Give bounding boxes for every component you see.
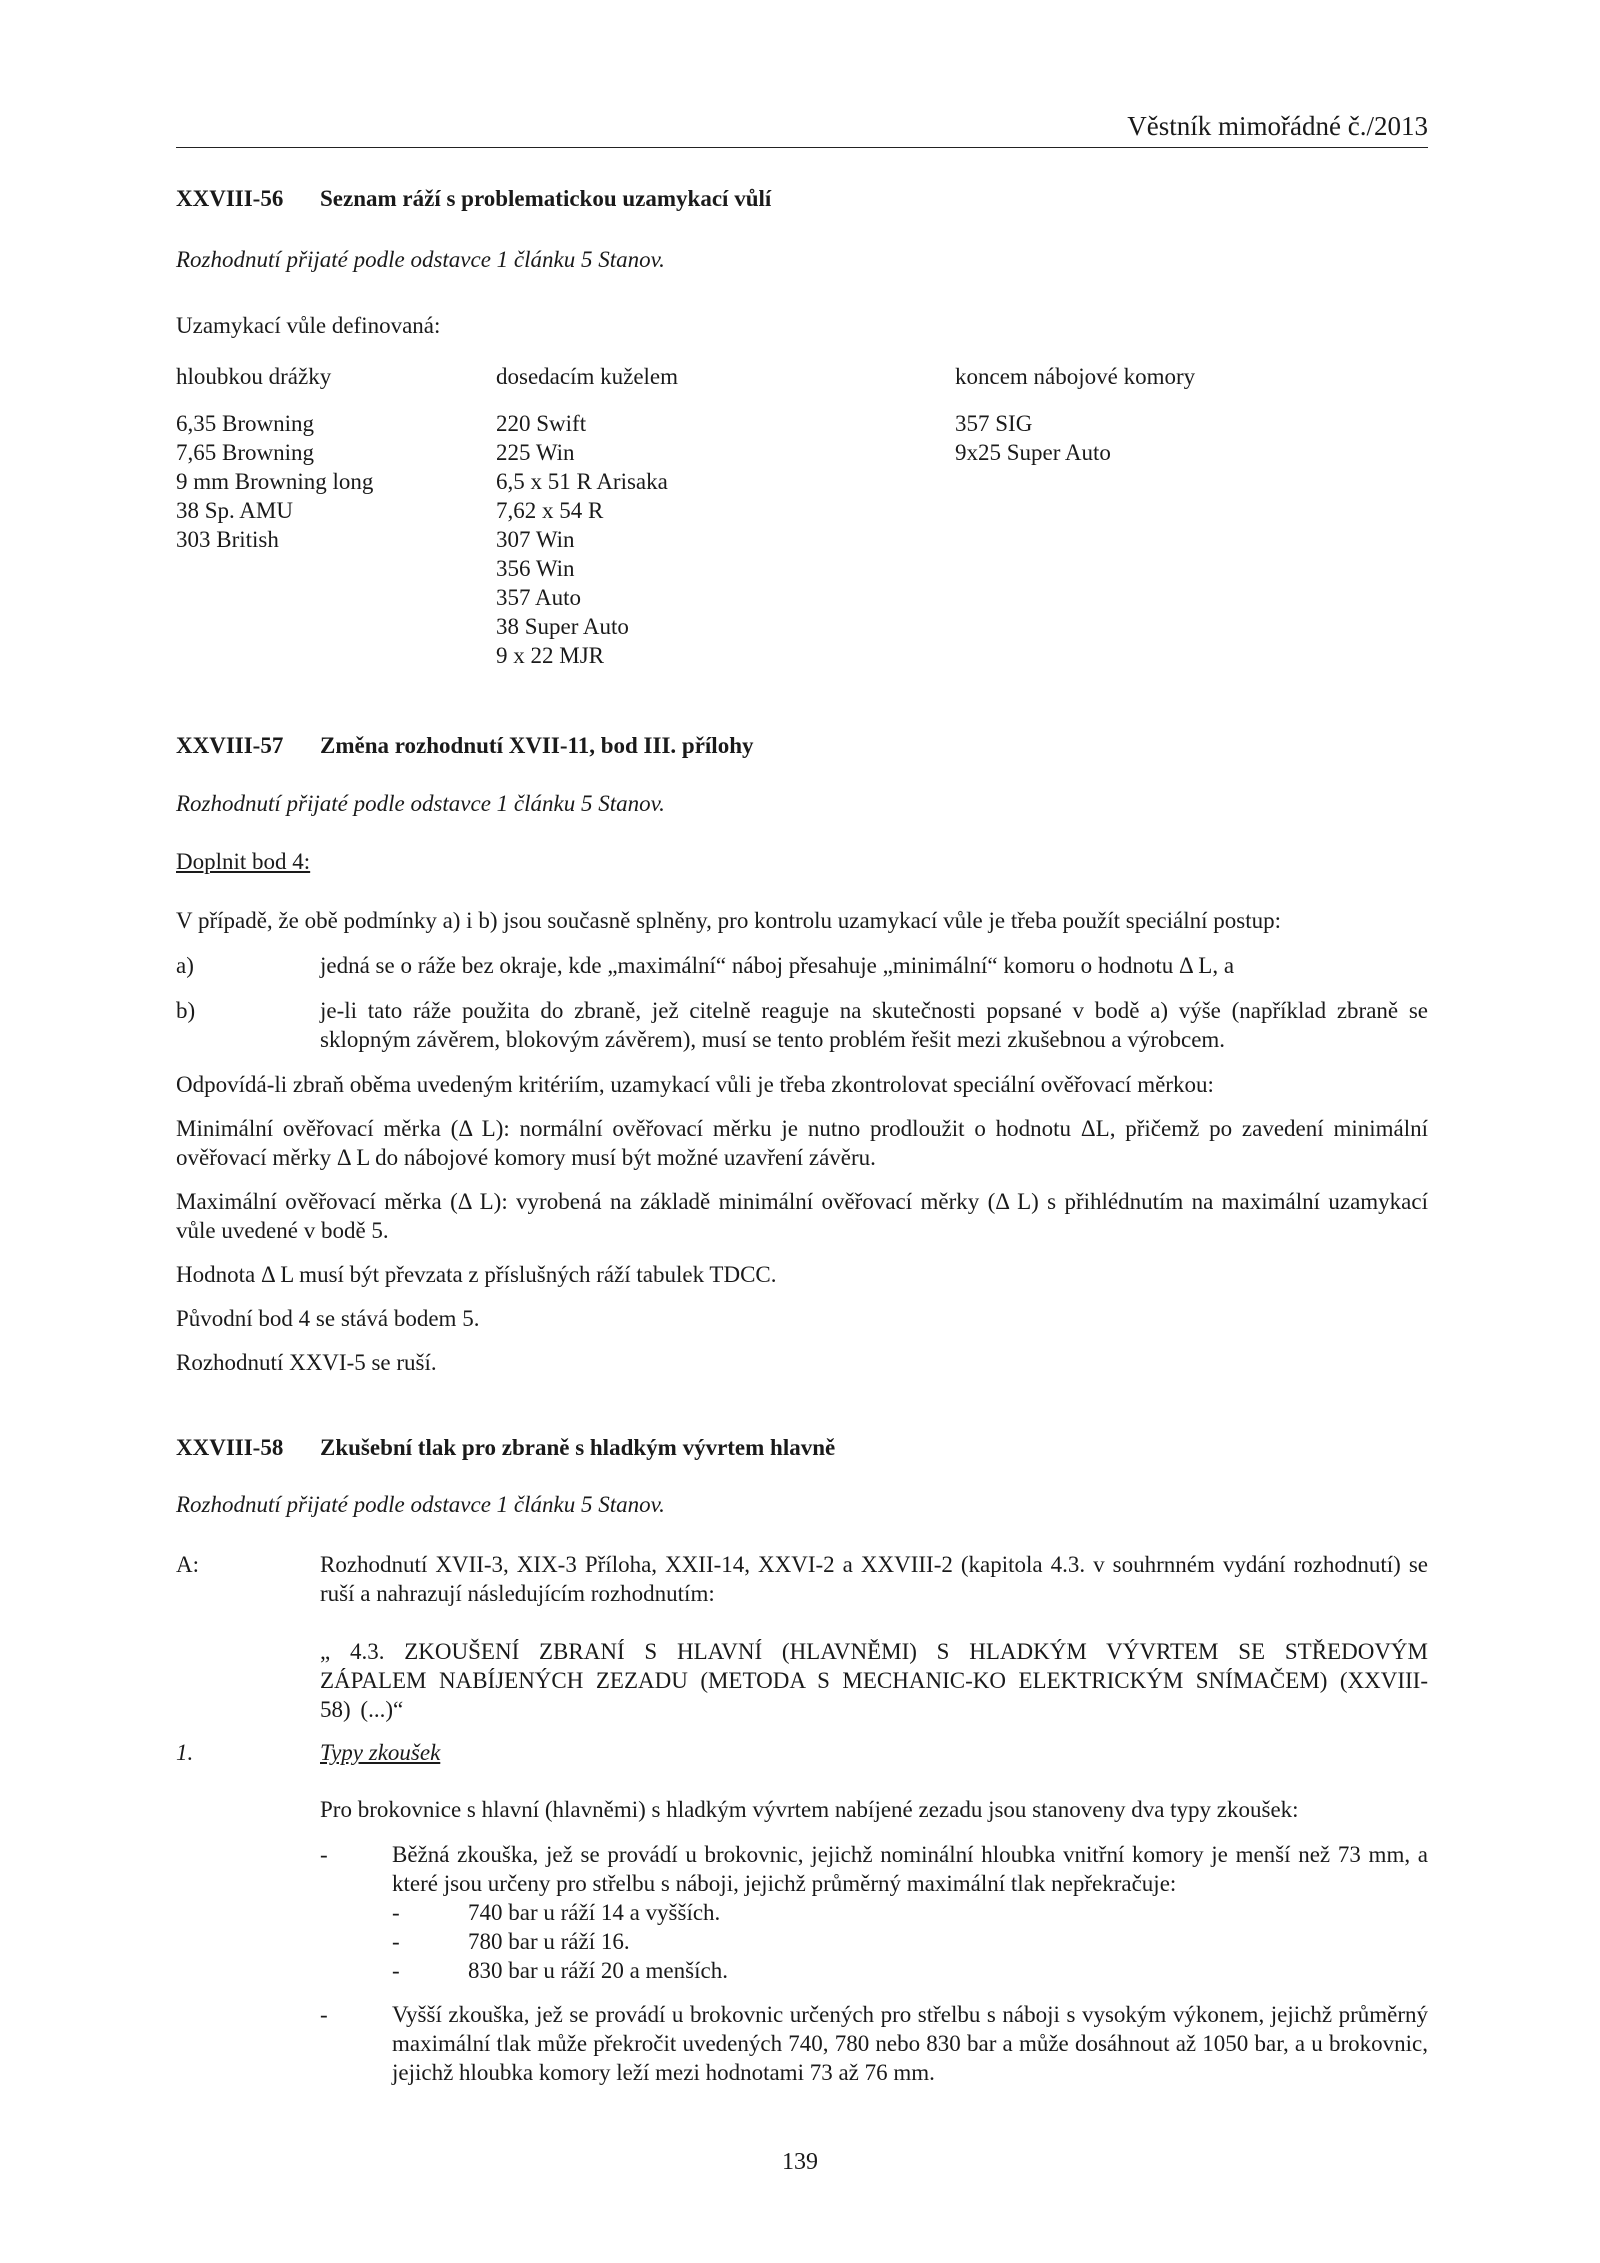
sub-bullet-text: 780 bar u ráží 16. (468, 1929, 630, 1954)
column-heading-chamber-end: koncem nábojové komory (955, 364, 1196, 389)
decision-basis: Rozhodnutí přijaté podle odstavce 1 článku 5 Stanov. (176, 1492, 665, 1517)
intro-text: Uzamykací vůle definovaná: (176, 313, 441, 338)
caliber-item: 9x25 Super Auto (955, 440, 1111, 465)
decision-basis: Rozhodnutí přijaté podle odstavce 1 článku 5 Stanov. (176, 247, 665, 272)
paragraph: V případě, že obě podmínky a) i b) jsou současně splněny, pro kontrolu uzamykací vůle je třeba použít speciální postup: (176, 908, 1281, 933)
column-heading-groove-depth: hloubkou drážky (176, 364, 332, 389)
section-title: Zkušební tlak pro zbraně s hladkým vývrtem hlavně (320, 1435, 836, 1460)
bullet-dash: - (392, 1929, 400, 1954)
paragraph: Rozhodnutí XXVI-5 se ruší. (176, 1350, 437, 1375)
sub-bullet-text: 740 bar u ráží 14 a vyšších. (468, 1900, 721, 1925)
section-title: Změna rozhodnutí XVII-11, bod III. přílohy (320, 733, 754, 758)
caliber-item: 6,5 x 51 R Arisaka (496, 469, 668, 494)
section-number: XXVIII-57 (176, 733, 284, 758)
caliber-item: 7,62 x 54 R (496, 498, 604, 523)
caliber-item: 38 Sp. AMU (176, 498, 293, 523)
subsection-title: Typy zkoušek (320, 1740, 441, 1765)
caliber-item: 307 Win (496, 527, 575, 552)
caliber-item: 303 British (176, 527, 279, 552)
bullet-dash: - (320, 2002, 328, 2027)
caliber-item: 9 x 22 MJR (496, 643, 604, 668)
bullet-text: Běžná zkouška, jež se provádí u brokovnic, jejichž nominální hloubka vnitřní komory je menší než 73 mm, a které jsou určeny pro střelbu s náboji, jejichž průměrný maximální tlak nepřekračuje: (392, 1842, 1428, 1896)
paragraph: Původní bod 4 se stává bodem 5. (176, 1306, 480, 1331)
caliber-item: 357 Auto (496, 585, 581, 610)
paragraph: Minimální ověřovací měrka (Δ L): normální ověřovací měrku je nutno prodloužit o hodnotu ΔL, přičemž po zavedení minimální ověřovací měrky Δ L do nábojové komory musí být možné uzavření závěru. (176, 1116, 1428, 1170)
column-heading-seating-cone: dosedacím kuželem (496, 364, 679, 389)
caliber-list-chamber-end (955, 409, 1111, 467)
bullet-dash: - (320, 1842, 328, 1867)
item-label: 1. (176, 1740, 194, 1765)
item-label: A: (176, 1552, 199, 1577)
sub-bullet-text: 830 bar u ráží 20 a menších. (468, 1958, 728, 1983)
bullet-dash: - (392, 1958, 400, 1983)
bullet-text: Vyšší zkouška, jež se provádí u brokovnic určených pro střelbu s náboji s vysokým výkonem, jejichž průměrný maximální tlak může překročit uvedených 740, 780 nebo 830 bar a může dosáhnout až 1050 bar, a u brokovnic, jejichž hloubka komory leží mezi hodnotami 73 až 76 mm. (392, 2002, 1428, 2085)
section-number: XXVIII-56 (176, 186, 284, 211)
item-label: a) (176, 953, 194, 978)
caliber-item: 38 Super Auto (496, 614, 629, 639)
caliber-item: 225 Win (496, 440, 575, 465)
item-text: Rozhodnutí XVII-3, XIX-3 Příloha, XXII-14, XXVI-2 a XXVIII-2 (kapitola 4.3. v souhrnném vydání rozhodnutí) se ruší a nahrazují následujícím rozhodnutím: (320, 1552, 1428, 1606)
caliber-item: 220 Swift (496, 411, 587, 436)
caliber-item: 7,65 Browning (176, 440, 314, 465)
caliber-item: 6,35 Browning (176, 411, 314, 436)
amendment-heading: Doplnit bod 4: (176, 849, 311, 874)
caliber-item: 356 Win (496, 556, 575, 581)
page-number: 139 (782, 2149, 818, 2175)
caliber-list-seating-cone (496, 409, 668, 670)
page-header: Věstník mimořádné č./2013 (176, 112, 1428, 148)
section-number: XXVIII-58 (176, 1435, 284, 1460)
section-title: Seznam ráží s problematickou uzamykací vůlí (320, 186, 772, 211)
item-text: je-li tato ráže použita do zbraně, jež citelně reaguje na skutečnosti popsané v bodě a) výše (například zbraně se sklopným závěrem, blokovým závěrem), musí se tento problém řešit mezi zkušebnou a výrobcem. (320, 998, 1428, 1052)
item-label: b) (176, 998, 196, 1023)
paragraph: Odpovídá-li zbraň oběma uvedeným kritériím, uzamykací vůli je třeba zkontrolovat speciální ověřovací měrkou: (176, 1072, 1214, 1097)
caliber-item: 9 mm Browning long (176, 469, 374, 494)
paragraph: Pro brokovnice s hlavní (hlavněmi) s hladkým vývrtem nabíjené zezadu jsou stanoveny dva typy zkoušek: (320, 1797, 1299, 1822)
decision-basis: Rozhodnutí přijaté podle odstavce 1 článku 5 Stanov. (176, 791, 665, 816)
paragraph: Hodnota Δ L musí být převzata z příslušných ráží tabulek TDCC. (176, 1262, 777, 1287)
chapter-heading-quote: „ 4.3. ZKOUŠENÍ ZBRANÍ S HLAVNÍ (HLAVNĚMI) S HLADKÝM VÝVRTEM SE STŘEDOVÝM ZÁPALEM NABÍJENÝCH ZEZADU (METODA S MECHANIC-KO ELEKTRICKÝM SNÍMAČEM) (XXVIII-58) (...)“ (320, 1639, 1428, 1722)
item-text: jedná se o ráže bez okraje, kde „maximální“ náboj přesahuje „minimální“ komoru o hodnotu Δ L, a (320, 953, 1235, 978)
caliber-item: 357 SIG (955, 411, 1033, 436)
paragraph: Maximální ověřovací měrka (Δ L): vyrobená na základě minimální ověřovací měrky (Δ L) s přihlédnutím na maximální uzamykací vůle uvedené v bodě 5. (176, 1189, 1428, 1243)
bullet-dash: - (392, 1900, 400, 1925)
caliber-list-groove-depth (176, 409, 373, 554)
